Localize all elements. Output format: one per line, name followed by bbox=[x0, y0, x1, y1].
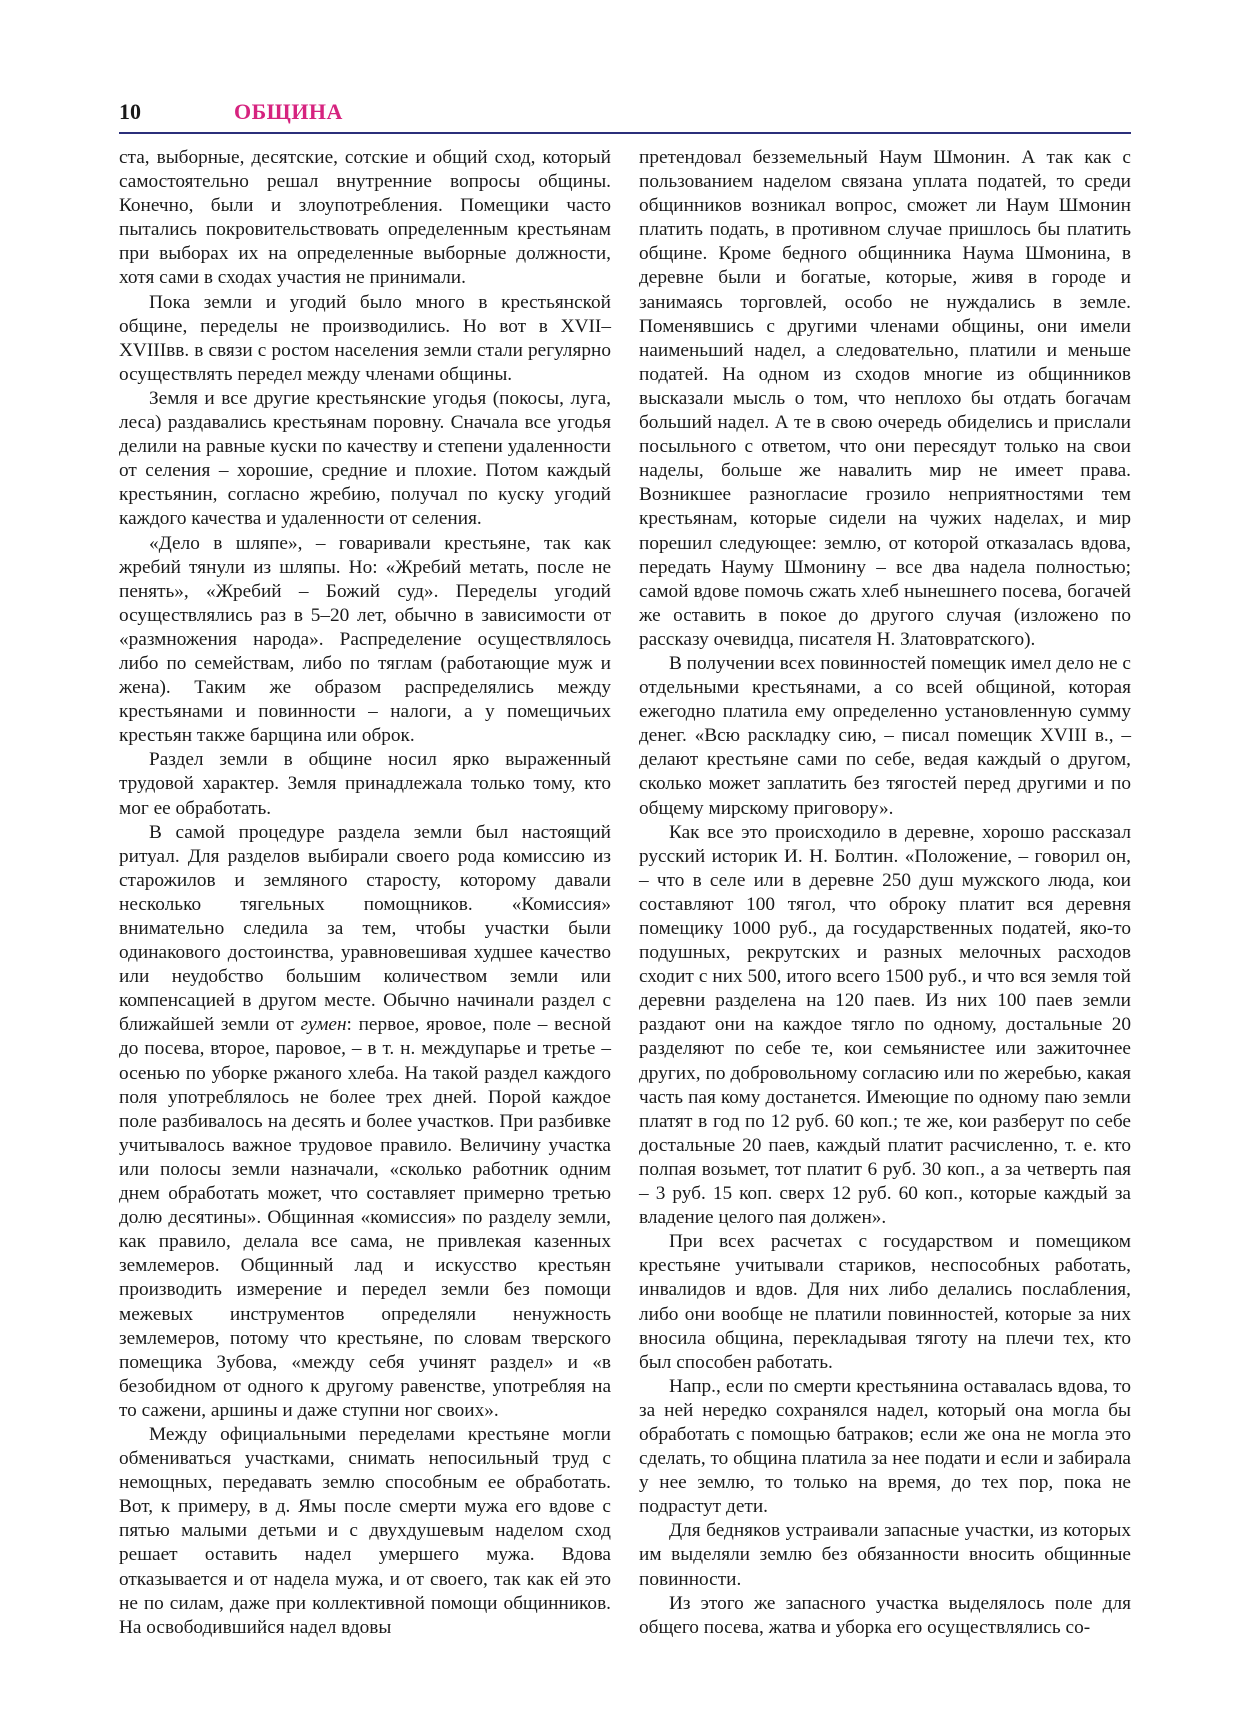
paragraph: Между официальными переделами крестьяне могли обмениваться участками, снимать непосильный труд с немощных, передавать землю способным ее обработать. Вот, к примеру, в д. Ямы после смерти мужа его вдове с пятью малыми детьми и с двухдушевым наделом сход решает оставить надел умершего мужа. Вдова отказывается и от надела мужа, и от своего, так как ей это не по силам, даже при коллективной помощи общинников. На освободившийся надел вдовы bbox=[119, 1423, 611, 1638]
paragraph: Пока земли и угодий было много в крестьянской общине, переделы не производились. Но вот в XVII–XVIIIвв. в связи с ростом населения земли стали регулярно осуществлять передел между членами общины. bbox=[119, 291, 611, 385]
paragraph: Напр., если по смерти крестьянина оставалась вдова, то за ней нередко сохранялся надел, который она могла бы обработать с помощью батраков; если же она не могла это сделать, то община платила за нее подати и если и забирала у нее землю, то только на время, до тех пор, пока не подрастут дети. bbox=[639, 1375, 1131, 1518]
page-header bbox=[119, 98, 1131, 134]
paragraph: Как все это происходило в деревне, хорошо рассказал русский историк И. Н. Болтин. «Положение, – говорил он, – что в селе или в деревне 250 душ мужского люда, кои составляют 100 тягол, что оброку платит вся деревня помещику 1000 руб., да государственных податей, яко-то подушных, рекрутских и разных мелочных расходов сходит с них 500, итого всего 1500 руб., и что вся земля той деревни разделена на 120 паев. Из них 100 паев земли раздают они на каждое тягло по одному, достальные 20 разделяют по себе те, кои семьянистее или зажиточнее других, по добровольному согласию или по жеребью, какая часть пая кому достанется. Имеющие по одному паю земли платят в год по 12 руб. 60 коп.; те же, кои разберут по себе достальные 20 паев, каждый платит расчисленно, т. е. кто полпая возьмет, тот платит 6 руб. 30 коп., а за четверть пая – 3 руб. 15 коп. сверх 12 руб. 60 коп., которые каждый за владение целого пая должен». bbox=[639, 821, 1131, 1229]
paragraph: ста, выборные, десятские, сотские и общий сход, который самостоятельно решал внутренние вопросы общины. Конечно, были и злоупотребления. Помещики часто пытались покровительствовать определенным крестьянам при выборах их на определенные выборные должности, хотя сами в сходах участия не принимали. bbox=[119, 147, 611, 289]
italic-term: гумен bbox=[300, 1014, 347, 1036]
page-number: 10 bbox=[119, 99, 141, 124]
paragraph: При всех расчетах с государством и помещиком крестьяне учитывали стариков, неспособных работать, инвалидов и вдов. Для них либо делались послабления, либо они вообще не платили повинностей, которые за них вносила община, перекладывая тяготу на плечи тех, кто был способен работать. bbox=[639, 1231, 1131, 1373]
paragraph: В получении всех повинностей помещик имел дело не с отдельными крестьянами, а со всей общиной, которая ежегодно платила ему определенно установленную сумму денег. «Всю раскладку сию, – писал помещик XVIII в., – делают крестьяне сами по себе, ведая каждый о другом, сколько может заплатить без тягостей перед другими и по общему мирскому приговору». bbox=[639, 652, 1131, 819]
paragraph: претендовал безземельный Наум Шмонин. А так как с пользованием наделом связана уплата податей, то среди общинников возникал вопрос, сможет ли Наум Шмонин платить подать, в противном случае пришлось бы платить общине. Кроме бедного общинника Наума Шмонина, в деревне были и богатые, которые, живя в городе и занимаясь торговлей, особо не нуждались в земле. Поменявшись с другими членами общины, они имели наименьший надел, а следовательно, платили и меньше податей. На одном из сходов многие из общинников высказали мысль о том, что неплохо бы отдать богачам больший надел. А те в свою очередь обиделись и прислали посыльного с ответом, что они пересядут только на свои наделы, больше же навалить мир не имеет права. Возникшее разногласие грозило неприятностями тем крестьянам, которые сидели на чужих наделах, и мир порешил следующее: землю, от которой отказалась вдова, передать Науму Шмонину – все два надела полностью; самой вдове помочь сжать хлеб нынешнего посева, богачей же оставить в покое до другого случая (изложено по рассказу очевидца, писателя Н. Златовратского). bbox=[639, 147, 1131, 650]
paragraph: «Дело в шляпе», – говаривали крестьяне, так как жребий тянули из шляпы. Но: «Жребий метать, после не пенять», «Жребий – Божий суд». Переделы угодий осуществлялись раз в 5–20 лет, обычно в зависимости от «размножения народа». Распределение осуществлялось либо по семействам, либо по тяглам (работающие муж и жена). Таким же образом распределялись между крестьянами и повинности – налоги, а у помещичьих крестьян также барщина или оброк. bbox=[119, 532, 611, 747]
section-title: ОБЩИНА bbox=[234, 99, 343, 124]
left-column bbox=[119, 146, 611, 1640]
paragraph-text: : первое, яровое, поле – весной до посева, второе, паровое, – в т. н. междупарье и третье – осенью по уборке ржаного хлеба. На такой раздел каждого поля употреблялось не более трех дней. Порой каждое поле разбивалось на десять и более участков. При разбивке учитывалось важное трудовое правило. Величину участка или полосы земли назначали, «сколько работник одним днем обработать может, что составляет примерно третью долю десятины». Общинная «комиссия» по разделу земли, как правило, делала все сама, не привлекая казенных землемеров. Общинный лад и искусство крестьян производить измерение и передел земли без помощи межевых инструментов определяли ненужность землемеров, потому что крестьяне, по словам тверского помещика Зубова, «между себя учинят раздел» и «в безобидном от одного к другому равенстве, употребляя на то сажени, аршины и даже ступни ног своих». bbox=[119, 1014, 612, 1421]
paragraph-text: В самой процедуре раздела земли был настоящий ритуал. Для разделов выбирали своего рода комиссию из старожилов и земляного старосту, которому давали несколько тягельных помощников. «Комиссия» внимательно следила за тем, чтобы участки были одинакового достоинства, уравновешивая худшее качество или неудобство большим количеством земли или компенсацией в другом месте. Обычно начинали раздел с ближайшей земли от bbox=[119, 821, 611, 1036]
paragraph: Раздел земли в общине носил ярко выраженный трудовой характер. Земля принадлежала только тому, кто мог ее обработать. bbox=[119, 749, 611, 819]
paragraph: Земля и все другие крестьянские угодья (покосы, луга, леса) раздавались крестьянам поровну. Сначала все угодья делили на равные куски по качеству и степени удаленности от селения – хорошие, средние и плохие. Потом каждый крестьянин, согласно жребию, получал по куску угодий каждого качества и удаленности от селения. bbox=[119, 387, 611, 530]
paragraph: Для бедняков устраивали запасные участки, из которых им выделяли землю без обязанности вносить общинные повинности. bbox=[639, 1520, 1131, 1590]
right-column bbox=[639, 146, 1131, 1640]
paragraph bbox=[119, 821, 611, 1423]
paragraph: Из этого же запасного участка выделялось поле для общего посева, жатва и уборка его осуществлялись со- bbox=[639, 1592, 1131, 1638]
